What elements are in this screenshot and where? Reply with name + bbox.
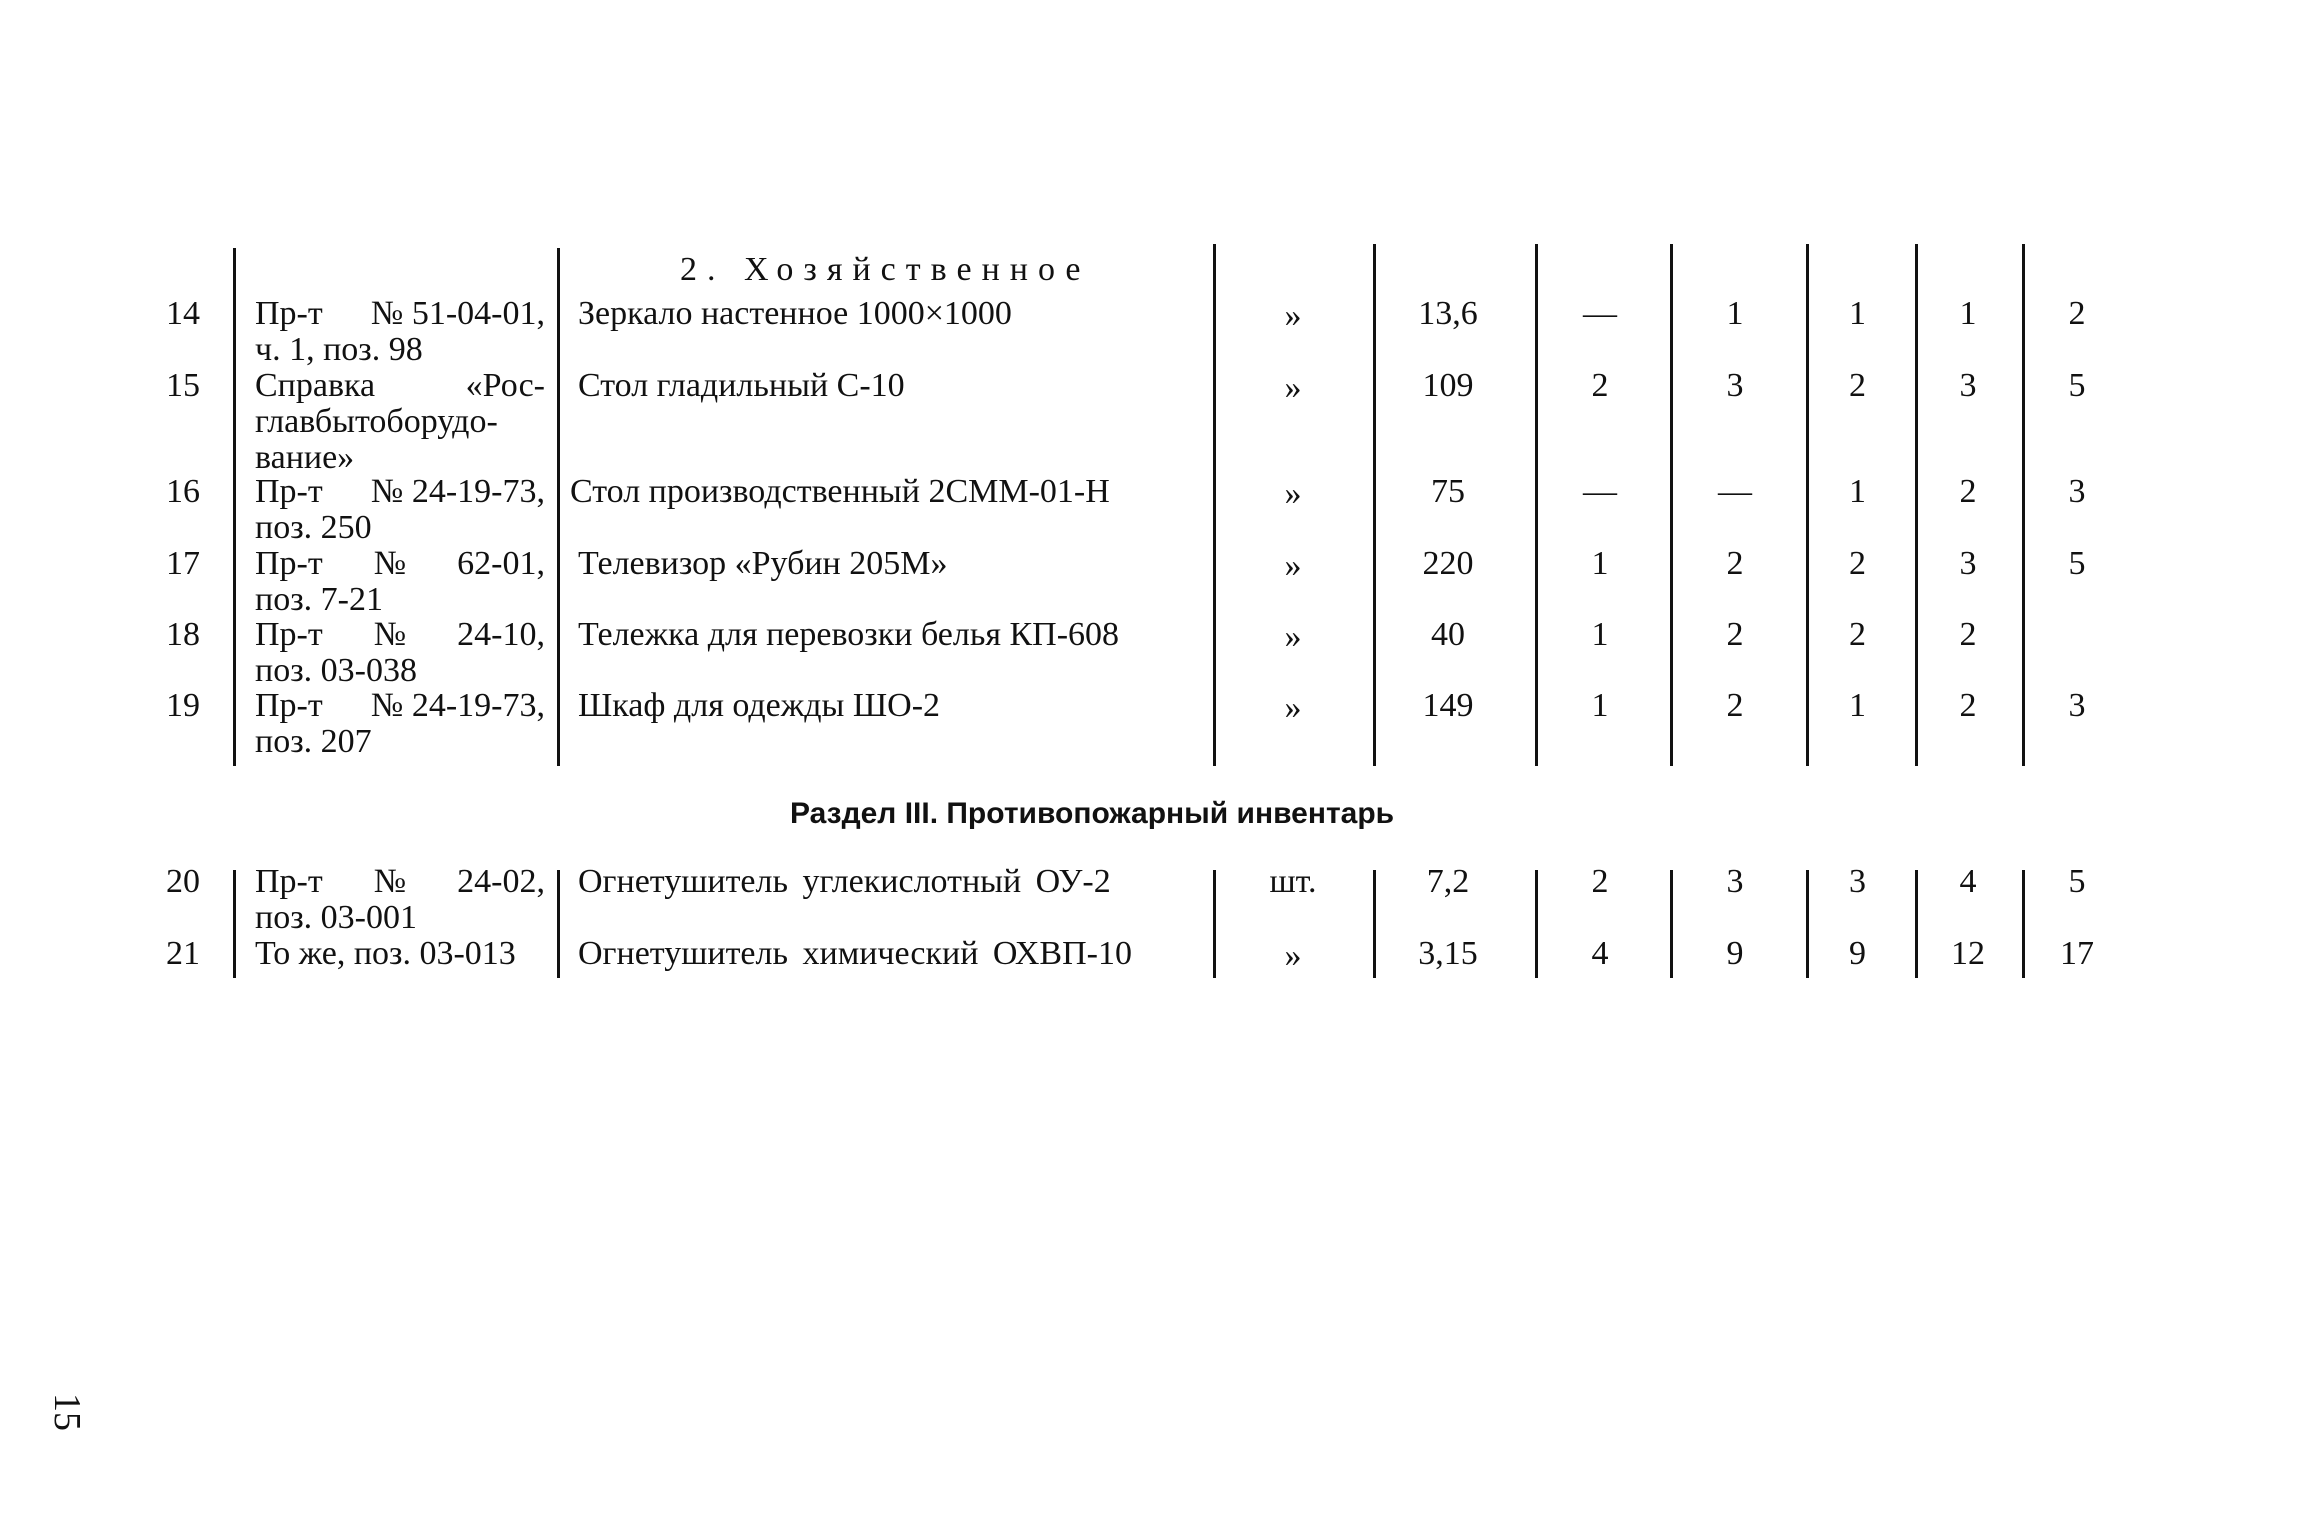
item-name: Телевизор «Рубин 205М» xyxy=(578,545,948,582)
column-rule xyxy=(557,248,560,766)
qty-col-4: 2 xyxy=(1959,687,1977,724)
column-rule xyxy=(2022,244,2025,766)
qty-col-3: 1 xyxy=(1849,687,1866,724)
section-title: Раздел III. Противопожарный инвентарь xyxy=(790,797,1395,830)
column-rule xyxy=(1213,244,1216,766)
source-ref-line2: главбытоборудо- xyxy=(255,403,498,440)
qty-col-5: 5 xyxy=(2068,367,2086,404)
source-ref-line3: вание» xyxy=(255,439,355,476)
row-number: 14 xyxy=(166,295,200,332)
qty-col-5: 2 xyxy=(2068,295,2086,332)
column-rule xyxy=(1670,870,1673,978)
column-rule xyxy=(1373,244,1376,766)
row-number: 19 xyxy=(166,687,200,724)
unit: » xyxy=(1284,937,1302,974)
qty-col-2: 2 xyxy=(1726,687,1744,724)
column-rule xyxy=(1670,244,1673,766)
column-rule xyxy=(1213,870,1216,978)
qty-col-3: 9 xyxy=(1849,935,1866,972)
column-rule xyxy=(1373,870,1376,978)
qty-col-2: 2 xyxy=(1726,616,1744,653)
column-rule xyxy=(2022,870,2025,978)
price: 7,2 xyxy=(1426,863,1470,900)
row-number: 17 xyxy=(166,545,200,582)
qty-col-1: — xyxy=(1583,295,1617,332)
source-ref-line1: Пр-т № 51-04-01, xyxy=(255,295,545,332)
item-name: Стол производственный 2СММ-01-Н xyxy=(570,473,1110,510)
unit: шт. xyxy=(1269,863,1317,900)
qty-col-1: 1 xyxy=(1591,545,1609,582)
qty-col-4: 3 xyxy=(1959,367,1977,404)
price: 40 xyxy=(1431,616,1465,653)
qty-col-4: 12 xyxy=(1951,935,1985,972)
price: 149 xyxy=(1422,687,1474,724)
source-ref-line1: Пр-т № 24-19-73, xyxy=(255,687,545,724)
source-ref-line2: поз. 250 xyxy=(255,509,372,546)
qty-col-4: 2 xyxy=(1959,616,1977,653)
qty-col-3: 3 xyxy=(1849,863,1866,900)
qty-col-2: 1 xyxy=(1726,295,1744,332)
price: 13,6 xyxy=(1418,295,1478,332)
item-name: Шкаф для одежды ШО-2 xyxy=(578,687,941,724)
price: 220 xyxy=(1422,545,1474,582)
column-rule xyxy=(233,248,236,766)
unit: » xyxy=(1284,297,1302,334)
qty-col-4: 2 xyxy=(1959,473,1977,510)
qty-col-2: 3 xyxy=(1726,367,1744,404)
unit: » xyxy=(1284,618,1302,655)
qty-col-2: 3 xyxy=(1726,863,1744,900)
price: 109 xyxy=(1422,367,1474,404)
source-ref-line1: Пр-т № 24-10, xyxy=(255,616,545,653)
qty-col-1: 2 xyxy=(1591,863,1609,900)
unit: » xyxy=(1284,369,1302,406)
price: 3,15 xyxy=(1418,935,1478,972)
row-number: 20 xyxy=(166,863,200,900)
qty-col-1: 1 xyxy=(1591,687,1609,724)
source-ref-line2: ч. 1, поз. 98 xyxy=(255,331,423,368)
item-name: Огнетушитель химический ОХВП-10 xyxy=(578,935,1132,972)
qty-col-3: 1 xyxy=(1849,295,1866,332)
source-ref-line2: поз. 03-001 xyxy=(255,899,417,936)
source-ref-line2: поз. 207 xyxy=(255,723,372,760)
column-rule xyxy=(233,870,236,978)
row-number: 16 xyxy=(166,473,200,510)
unit: » xyxy=(1284,689,1302,726)
item-name: Тележка для перевозки белья КП-608 xyxy=(578,616,1120,653)
column-rule xyxy=(1535,870,1538,978)
qty-col-1: — xyxy=(1583,473,1617,510)
qty-col-1: 2 xyxy=(1591,367,1609,404)
price: 75 xyxy=(1431,473,1465,510)
qty-col-5: 5 xyxy=(2068,545,2086,582)
qty-col-5: 3 xyxy=(2068,687,2086,724)
item-name: Стол гладильный С-10 xyxy=(578,367,905,404)
source-ref-line1: Пр-т № 62-01, xyxy=(255,545,545,582)
qty-col-3: 2 xyxy=(1849,367,1866,404)
qty-col-5: 3 xyxy=(2068,473,2086,510)
qty-col-5: 5 xyxy=(2068,863,2086,900)
subsection-title: 2. Хозяйственное xyxy=(680,251,1091,288)
unit: » xyxy=(1284,547,1302,584)
qty-col-2: — xyxy=(1718,473,1752,510)
qty-col-2: 2 xyxy=(1726,545,1744,582)
column-rule xyxy=(1806,870,1809,978)
qty-col-1: 1 xyxy=(1591,616,1609,653)
column-rule xyxy=(557,870,560,978)
source-ref-line1: Пр-т № 24-19-73, xyxy=(255,473,545,510)
column-rule xyxy=(1535,244,1538,766)
page-number: 15 xyxy=(46,1393,88,1431)
qty-col-4: 3 xyxy=(1959,545,1977,582)
column-rule xyxy=(1806,244,1809,766)
qty-col-4: 1 xyxy=(1959,295,1977,332)
source-ref-line1: То же, поз. 03-013 xyxy=(255,935,516,972)
item-name: Огнетушитель углекислотный ОУ-2 xyxy=(578,863,1111,900)
source-ref-line2: поз. 7-21 xyxy=(255,581,383,618)
source-ref-line1: Пр-т № 24-02, xyxy=(255,863,545,900)
qty-col-3: 2 xyxy=(1849,545,1866,582)
row-number: 15 xyxy=(166,367,200,404)
row-number: 21 xyxy=(166,935,200,972)
unit: » xyxy=(1284,475,1302,512)
row-number: 18 xyxy=(166,616,200,653)
source-ref-line2: поз. 03-038 xyxy=(255,652,417,689)
qty-col-3: 1 xyxy=(1849,473,1866,510)
qty-col-5: 17 xyxy=(2060,935,2094,972)
item-name: Зеркало настенное 1000×1000 xyxy=(578,295,1012,332)
source-ref-line1: Справка «Рос- xyxy=(255,367,545,404)
qty-col-3: 2 xyxy=(1849,616,1866,653)
qty-col-2: 9 xyxy=(1726,935,1744,972)
qty-col-4: 4 xyxy=(1959,863,1977,900)
qty-col-1: 4 xyxy=(1591,935,1609,972)
